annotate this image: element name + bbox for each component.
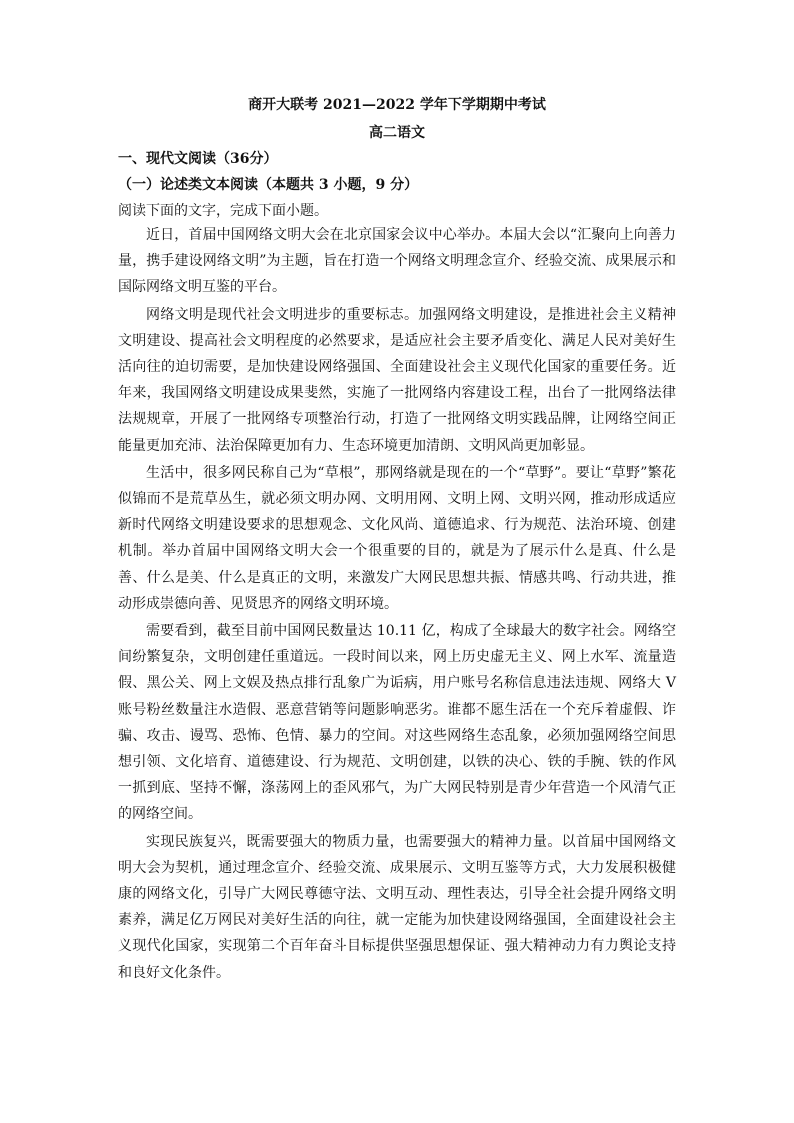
- body-paragraph-2: 网络文明是现代社会文明进步的重要标志。加强网络文明建设，是推进社会主义精神文明建设、提高社会文明程度的必然要求，是适应社会主要矛盾变化、满足人民对美好生活向往的迫切需要，是加快建设网络强国、全面建设社会主义现代化国家的重要任务。近年来，我国网络文明建设成果斐然，实施了一批网络内容建设工程，出台了一批网络法律法规规章，开展了一批网络专项整治行动，打造了一批网络文明实践品牌，让网络空间正能量更加充沛、法治保障更加有力、生态环境更加清朗、文明风尚更加彰显。: [118, 306, 676, 454]
- subject-title: 高二语文: [369, 125, 425, 141]
- exam-title: 商开大联考 2021—2022 学年下学期期中考试: [248, 97, 546, 113]
- body-paragraph-3: 生活中，很多网民称自己为“草根”，那网络就是现在的一个“草野”。要让“草野”繁花似锦而不是荒草丛生，就必须文明办网、文明用网、文明上网、文明兴网，推动形成适应新时代网络文明建设要求的思想观念、文化风尚、道德追求、行为规范、法治环境、创建机制。举办首届中国网络文明大会一个很重要的目的，就是为了展示什么是真、什么是善、什么是美、什么是真正的文明，来激发广大网民思想共振、情感共鸣、行动共进，推动形成崇德向善、见贤思齐的网络文明环境。: [118, 464, 676, 612]
- exam-page: [118, 95, 676, 986]
- subsection-heading: （一）论述类文本阅读（本题共 3 小题，9 分）: [118, 177, 419, 193]
- body-paragraph-1: 近日，首届中国网络文明大会在北京国家会议中心举办。本届大会以“汇聚向上向善力量，携手建设网络文明”为主题，旨在打造一个网络文明理念宣介、经验交流、成果展示和国际网络文明互鉴的平台。: [118, 227, 676, 296]
- section-heading: 一、现代文阅读（36分）: [118, 151, 278, 167]
- body-paragraph-4: 需要看到，截至目前中国网民数量达 10.11 亿，构成了全球最大的数字社会。网络空间纷繁复杂，文明创建任重道远。一段时间以来，网上历史虚无主义、网上水军、流量造假、黑公关、网上文娱及热点排行乱象广为诟病，用户账号名称信息违法违规、网络大 V 账号粉丝数量注水造假、恶意营销等问题影响恶劣。谁都不愿生活在一个充斥着虚假、诈骗、攻击、谩骂、恐怖、色情、暴力的空间。对这些网络生态乱象，必须加强网络空间思想引领、文化培育、道德建设、行为规范、文明创建，以铁的决心、铁的手腕、铁的作风一抓到底、坚持不懈，涤荡网上的歪风邪气，为广大网民特别是青少年营造一个风清气正的网络空间。: [118, 623, 676, 823]
- body-paragraph-5: 实现民族复兴，既需要强大的物质力量，也需要强大的精神力量。以首届中国网络文明大会为契机，通过理念宣介、经验交流、成果展示、文明互鉴等方式，大力发展积极健康的网络文化，引导广大网民尊德守法、文明互动、理性表达，引导全社会提升网络文明素养，满足亿万网民对美好生活的向往，就一定能为加快建设网络强国，全面建设社会主义现代化国家，实现第二个百年奋斗目标提供坚强思想保证、强大精神动力有力舆论支持和良好文化条件。: [118, 833, 676, 981]
- reading-instruction: 阅读下面的文字，完成下面小题。: [118, 203, 328, 219]
